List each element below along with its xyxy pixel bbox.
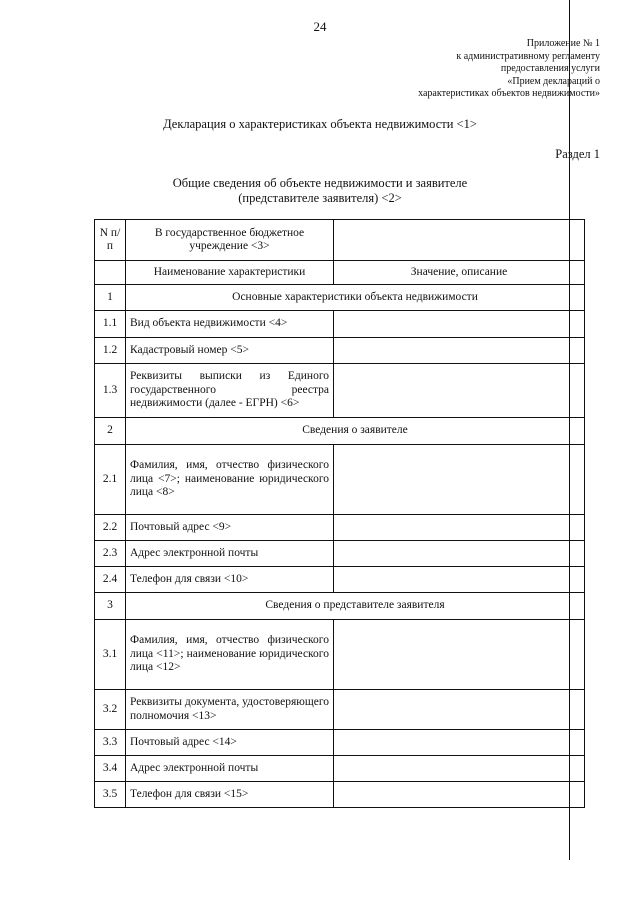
header-institution: В государственное бюджетное учреждение <3> xyxy=(126,220,334,261)
section-row xyxy=(95,418,585,445)
row-label: Телефон для связи <15> xyxy=(126,782,334,808)
header-num: N п/п xyxy=(95,220,126,261)
row-num: 1.2 xyxy=(95,338,126,364)
row-value-cell[interactable] xyxy=(334,338,585,364)
row-num: 3.3 xyxy=(95,730,126,756)
table-header-row xyxy=(95,220,585,261)
table-row xyxy=(95,620,585,690)
table-row xyxy=(95,445,585,515)
section-num: 2 xyxy=(95,418,126,445)
col-header-name: Наименование характеристики xyxy=(126,261,334,285)
row-value-cell[interactable] xyxy=(334,515,585,541)
institution-value-cell[interactable] xyxy=(334,220,585,261)
appendix-line: «Прием деклараций о xyxy=(507,75,600,87)
table-row xyxy=(95,541,585,567)
column-header-row xyxy=(95,261,585,285)
table-row xyxy=(95,756,585,782)
section-num: 3 xyxy=(95,593,126,620)
appendix-line: предоставления услуги xyxy=(500,63,600,74)
subtitle-line: (представителе заявителя) <2> xyxy=(238,191,402,205)
section-label: Раздел 1 xyxy=(555,147,600,161)
row-num: 1.3 xyxy=(95,364,126,418)
row-num: 2.3 xyxy=(95,541,126,567)
table-row xyxy=(95,567,585,593)
empty-num-cell xyxy=(95,261,126,285)
section-num: 1 xyxy=(95,285,126,311)
appendix-header xyxy=(418,38,600,101)
row-label: Фамилия, имя, отчество физического лица <11>; наименование юридического лица <12> xyxy=(126,620,334,690)
row-num: 2.2 xyxy=(95,515,126,541)
row-num: 2.4 xyxy=(95,567,126,593)
appendix-line: к административному регламенту xyxy=(456,50,600,62)
row-label: Адрес электронной почты xyxy=(126,541,334,567)
table-row xyxy=(95,311,585,338)
row-value-cell[interactable] xyxy=(334,690,585,730)
section-subtitle xyxy=(0,176,640,206)
page-number: 24 xyxy=(313,19,327,34)
row-label: Телефон для связи <10> xyxy=(126,567,334,593)
table-row xyxy=(95,364,585,418)
row-num: 2.1 xyxy=(95,445,126,515)
subtitle-line: Общие сведения об объекте недвижимости и заявителе xyxy=(172,176,468,190)
row-num: 3.1 xyxy=(95,620,126,690)
row-num: 1.1 xyxy=(95,311,126,338)
document-title: Декларация о характеристиках объекта недвижимости <1> xyxy=(163,117,477,131)
row-label: Почтовый адрес <9> xyxy=(126,515,334,541)
table-row xyxy=(95,338,585,364)
section-row xyxy=(95,593,585,620)
table-row xyxy=(95,730,585,756)
row-value-cell[interactable] xyxy=(334,730,585,756)
row-value-cell[interactable] xyxy=(334,782,585,808)
row-value-cell[interactable] xyxy=(334,445,585,515)
row-label: Кадастровый номер <5> xyxy=(126,338,334,364)
section-title: Основные характеристики объекта недвижимости xyxy=(126,285,585,311)
row-label: Вид объекта недвижимости <4> xyxy=(126,311,334,338)
table-row xyxy=(95,515,585,541)
row-num: 3.5 xyxy=(95,782,126,808)
row-value-cell[interactable] xyxy=(334,756,585,782)
row-value-cell[interactable] xyxy=(334,364,585,418)
section-row xyxy=(95,285,585,311)
row-num: 3.2 xyxy=(95,690,126,730)
row-label: Фамилия, имя, отчество физического лица <7>; наименование юридического лица <8> xyxy=(126,445,334,515)
row-label: Почтовый адрес <14> xyxy=(126,730,334,756)
row-label: Реквизиты документа, удостоверяющего полномочия <13> xyxy=(126,690,334,730)
section-title: Сведения о представителе заявителя xyxy=(126,593,585,620)
row-label: Реквизиты выписки из Единого государственного реестра недвижимости (далее - ЕГРН) <6> xyxy=(126,364,334,418)
declaration-table xyxy=(94,219,585,808)
row-num: 3.4 xyxy=(95,756,126,782)
row-label: Адрес электронной почты xyxy=(126,756,334,782)
section-title: Сведения о заявителе xyxy=(126,418,585,445)
row-value-cell[interactable] xyxy=(334,311,585,338)
table-row xyxy=(95,690,585,730)
col-header-value: Значение, описание xyxy=(334,261,585,285)
row-value-cell[interactable] xyxy=(334,567,585,593)
table-row xyxy=(95,782,585,808)
appendix-line: характеристиках объектов недвижимости» xyxy=(418,88,600,99)
row-value-cell[interactable] xyxy=(334,541,585,567)
row-value-cell[interactable] xyxy=(334,620,585,690)
appendix-line: Приложение № 1 xyxy=(526,38,600,49)
